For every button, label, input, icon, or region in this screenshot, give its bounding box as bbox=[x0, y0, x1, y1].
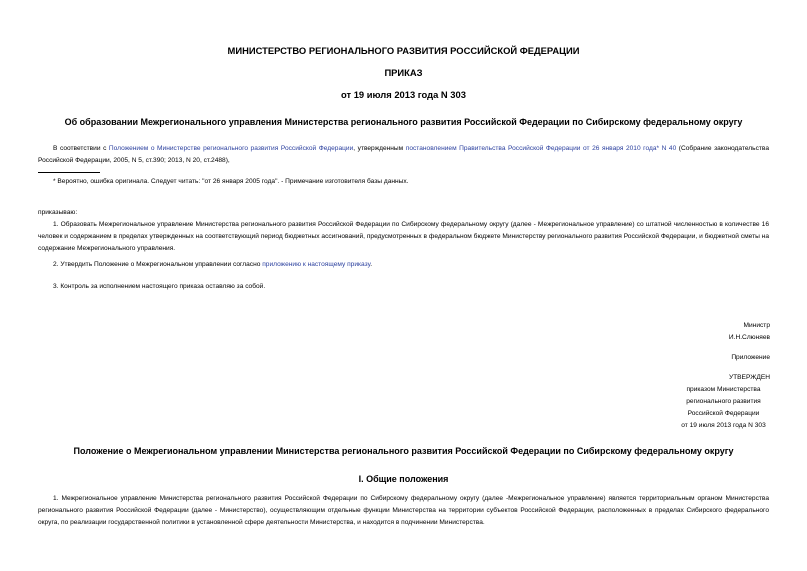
section-heading: I. Общие положения bbox=[358, 474, 449, 484]
signature-position: Министр bbox=[743, 322, 770, 329]
appendix-link[interactable]: приложению к настоящему приказу bbox=[262, 261, 371, 268]
order-title: Об образовании Межрегионального управления Министерства регионального развития Российской Федерации по Сибирскому федеральному округу bbox=[64, 117, 743, 127]
regulation-link[interactable]: Положением о Министерстве регионального развития Российской Федерации bbox=[108, 145, 354, 152]
preamble-paragraph bbox=[38, 143, 769, 167]
approval-line: Российской Федерации bbox=[687, 410, 760, 417]
regulation-clause-1: 1. Межрегиональное управление Министерства регионального развития Российской Федерации по Сибирскому федеральному округу (далее -Межрегиональное управление) является территориальным органом Министерства регионального развития Российской Федерации (далее - Министерство), осуществляющим отдельные функции Министерства на территории субъектов Российской Федерации, расположенных в пределах Сибирского федерального округа, по реализации государственной политики в установленной сфере деятельности Министерства, и находится в подчинении Министерства. bbox=[38, 495, 769, 526]
decree-link[interactable]: постановлением Правительства Российской Федерации от 26 января 2010 года* N 40 bbox=[405, 145, 677, 152]
order-label: ПРИКАЗ bbox=[384, 67, 423, 78]
order-item-2 bbox=[38, 259, 769, 271]
signature-name: И.Н.Слюняев bbox=[728, 334, 770, 341]
footnote: * Вероятно, ошибка оригинала. Следует читать: "от 26 января 2005 года". - Примечание изготовителя базы данных. bbox=[53, 178, 409, 185]
approval-line: регионального развития bbox=[686, 398, 761, 405]
preamble-text: В соответствии с bbox=[53, 145, 109, 152]
regulation-title: Положение о Межрегиональном управлении Министерства регионального развития Российской Федерации по Сибирскому федеральному округу bbox=[73, 446, 734, 456]
appendix-label: Приложение bbox=[731, 354, 770, 361]
preamble-text-2: , утвержденным bbox=[353, 145, 406, 152]
order-item-3: 3. Контроль за исполнением настоящего приказа оставляю за собой. bbox=[53, 283, 266, 290]
order-item-2-text: 2. Утвердить Положение о Межрегиональном управлении согласно bbox=[53, 261, 263, 268]
approval-block bbox=[677, 384, 770, 432]
order-item-2-end: . bbox=[370, 261, 373, 268]
order-date: от 19 июля 2013 года N 303 bbox=[341, 89, 466, 100]
approved-label: УТВЕРЖДЕН bbox=[728, 374, 770, 381]
ministry-heading: МИНИСТЕРСТВО РЕГИОНАЛЬНОГО РАЗВИТИЯ РОССИЙСКОЙ ФЕДЕРАЦИИ bbox=[227, 45, 580, 56]
order-item-1: 1. Образовать Межрегиональное управление Министерства регионального развития Российской Федерации по Сибирскому федеральному округу (далее - Межрегиональное управление) со штатной численностью в количестве 16 человек и содержанием в пределах утвержденных на соответствующий период бюджетных ассигнований, предусмотренных в федеральном бюджете Министерству регионального развития Российской Федерации, и бюджетной сметы на содержание Межрегионального управления. bbox=[38, 221, 769, 252]
approval-line: приказом Министерства bbox=[686, 386, 761, 393]
preamble-text-3: (Собрание законодательства Российской Федерации, 2005, N 5, ст.390; 2013, N 20, ст.2488), bbox=[38, 145, 770, 164]
footnote-divider bbox=[38, 172, 100, 173]
approval-line: от 19 июля 2013 года N 303 bbox=[681, 422, 766, 429]
order-intro: приказываю: bbox=[38, 209, 78, 216]
